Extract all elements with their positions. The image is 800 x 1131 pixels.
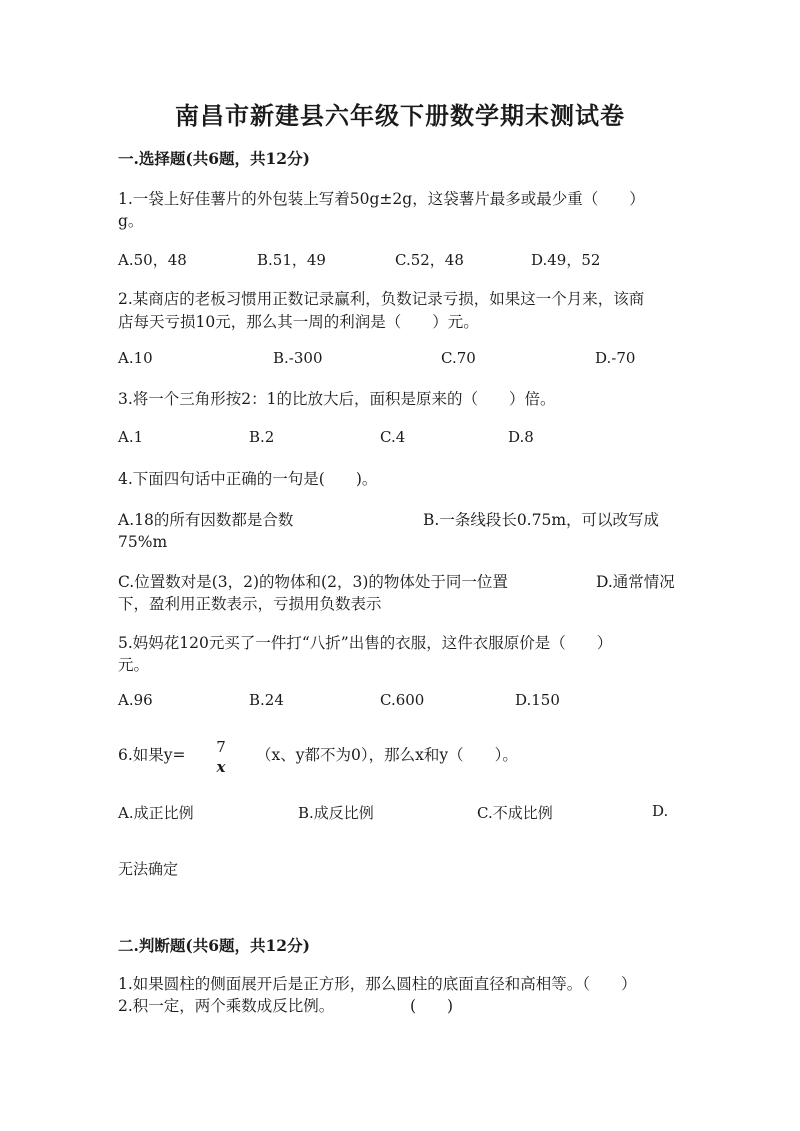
- question-4-option-d: D.通常情况: [596, 573, 675, 591]
- question-4-option-c: C.位置数对是(3，2)的物体和(2，3)的物体处于同一位置: [118, 573, 508, 591]
- question-1-line-2: g。: [118, 212, 144, 230]
- question-2-option-b: B.-300: [273, 349, 323, 367]
- fraction-numerator: 7: [216, 738, 226, 756]
- question-3-line-1: 3.将一个三角形按2：1的比放大后，面积是原来的（ ）倍。: [118, 390, 556, 408]
- judgement-question-1: 1.如果圆柱的侧面展开后是正方形，那么圆柱的底面直径和高相等。（ ）: [118, 975, 637, 993]
- question-2-option-d: D.-70: [595, 349, 636, 367]
- question-5-option-c: C.600: [380, 691, 425, 709]
- question-4-option-b: B.一条线段长0.75m，可以改写成: [423, 511, 660, 529]
- question-4-option-b-cont: 75%m: [118, 533, 168, 551]
- question-1-option-a: A.50，48: [118, 251, 187, 269]
- question-6-option-a: A.成正比例: [118, 804, 194, 822]
- question-2-option-a: A.10: [118, 349, 153, 367]
- question-4-option-a: A.18的所有因数都是合数: [118, 511, 294, 529]
- judgement-question-2-paren: ( ): [410, 997, 454, 1015]
- question-4-option-d-cont: 下，盈利用正数表示，亏损用负数表示: [118, 595, 382, 613]
- question-1-option-b: B.51，49: [257, 251, 326, 269]
- question-6-suffix: （x、y都不为0），那么x和y（ ）。: [256, 746, 518, 764]
- question-3-option-c: C.4: [380, 428, 406, 446]
- question-2-line-1: 2.某商店的老板习惯用正数记录赢利，负数记录亏损，如果这一个月来，该商: [118, 290, 645, 308]
- question-1-option-d: D.49，52: [531, 251, 601, 269]
- question-6-prefix: 6.如果y=: [118, 746, 186, 764]
- question-5-option-b: B.24: [249, 691, 284, 709]
- section-heading-choice: 一.选择题(共6题，共12分): [118, 149, 310, 168]
- question-2-option-c: C.70: [441, 349, 476, 367]
- section-heading-judgement: 二.判断题(共6题，共12分): [118, 936, 310, 955]
- question-6-option-d: D.: [652, 802, 669, 820]
- question-3-option-b: B.2: [249, 428, 275, 446]
- question-5-option-a: A.96: [118, 691, 153, 709]
- page-title: 南昌市新建县六年级下册数学期末测试卷: [175, 101, 625, 130]
- judgement-question-2: 2.积一定，两个乘数成反比例。: [118, 997, 335, 1015]
- question-6-option-b: B.成反比例: [298, 804, 374, 822]
- question-1-line-1: 1.一袋上好佳薯片的外包装上写着50g±2g，这袋薯片最多或最少重（ ）: [118, 190, 645, 208]
- question-5-line-1: 5.妈妈花120元买了一件打“八折”出售的衣服，这件衣服原价是（ ）: [118, 634, 613, 652]
- question-6-option-d-cont: 无法确定: [118, 860, 179, 878]
- question-3-option-d: D.8: [508, 428, 534, 446]
- question-4-line-1: 4.下面四句话中正确的一句是( )。: [118, 470, 378, 488]
- question-1-option-c: C.52，48: [395, 251, 464, 269]
- question-5-line-2: 元。: [118, 656, 150, 674]
- fraction-denominator: x: [216, 758, 226, 776]
- question-3-option-a: A.1: [118, 428, 144, 446]
- question-5-option-d: D.150: [515, 691, 560, 709]
- question-2-line-2: 店每天亏损10元，那么其一周的利润是（ ）元。: [118, 313, 479, 331]
- question-6-option-c: C.不成比例: [477, 804, 553, 822]
- fraction-seven-over-x: [214, 738, 228, 776]
